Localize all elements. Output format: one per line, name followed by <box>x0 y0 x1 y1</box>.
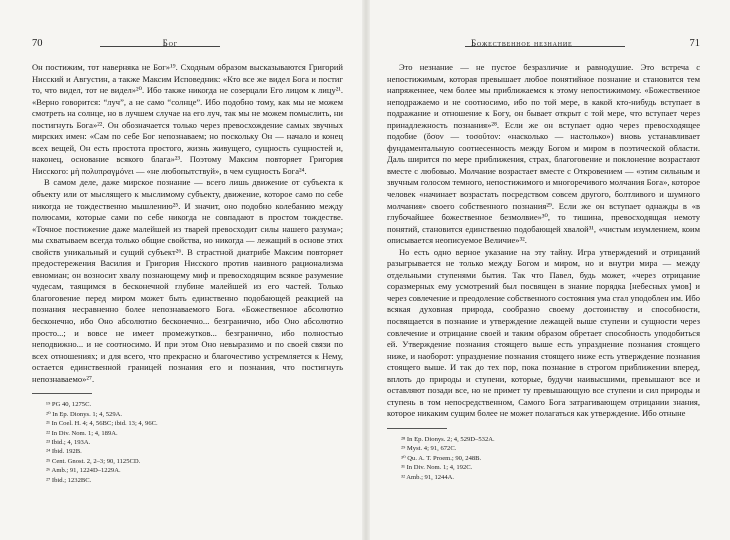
right-running-title: Божественное незнание <box>471 38 573 48</box>
footnote: ²⁵ Cent. Gnost. 2, 2–3; 90, 1125CD. <box>46 457 141 465</box>
left-footnotes <box>32 393 343 485</box>
book-gutter <box>362 0 370 540</box>
right-paragraph-2: Но есть одно верное указание на эту тайну. Игра утверждений и отрицаний разыгрывается не только между Богом и миром, но и внутри мира — между отдельными ступенями бытия. Так что Павел, будь может, «через отрицание соразмерных ему усмотрений был посвящен в знание порядка [небесных умов] и через совлечение и преодоление собственного состояния ума стал уподоблен им. Ибо всякая духовная природа, сообразно своему достоинству и способности, посвящается в познание и утверждение лежащей выше ступени и сущности через совлечение и отрицание своей и таким образом обретает способность уподобиться ей. Утверждение познания стоящего выше есть упразднение познания стоящего ниже, и наоборот: упразднение познания стоящего ниже есть утверждение познания стоящего выше. И так до тех пор, пока познание в строгом приближении вперед, вплоть до природы и ступени, которые, будучи наивысшими, превышают все и оставляют позади все, но не примет ту превышающую все ступени и сил природы и ступень в том непосредственном, Самого Бога затрагивающем отрицании знания, которое никаким сущим более не может полагаться как утверждение. Ибо отныне <box>387 246 700 419</box>
footnote: ²⁸ In Ep. Dionys. 2; 4, 529D–532A. <box>401 435 495 443</box>
left-footnote-rule <box>32 393 92 394</box>
right-page-body <box>387 62 700 420</box>
footnote: ³⁰ Qu. A. T. Proem.; 90, 248B. <box>401 454 482 462</box>
right-footnote-rule <box>387 428 447 429</box>
left-paragraph-1: Он постижим, тот наверняка не Бог»¹⁹. Сходным образом высказываются Григорий Нисский и Августин, а также Максим Исповедник: «Кто все же видел Бога и постиг то, что видел, тот не видел»²⁰. Ибо также никогда не созерцали Его лицом к лицу²¹. «Верно говорится: “луч”, а не само “солнце”. Ибо подобно тому, как мы не можем смотреть на солнце, но в лучшем случае на его луч, так мы не можем помыслить, ни постигнуть Бога»²². Он обозначается только через превосхождение самых звучных мирских имен: «Сам по себе Бог непознаваем; но поскольку Он — начало и конец всех вещей, Он есть простота простого, жизнь живущего, сущность сущностей и, наконец, основание всякого блага»²³. Поэтому Максим повторяет Григория Нисского: μὴ πολυπραγμόνει — «не любопытствуй», в чем сущность Бога²⁴. <box>32 62 343 176</box>
right-header-rule <box>465 46 625 47</box>
footnote: ²⁰ In Ep. Dionys. 1; 4, 529A. <box>46 410 123 418</box>
footnote: ²⁷ Ibid.; 1232BC. <box>46 476 92 484</box>
footnote: ³² Amb.; 91, 1244A. <box>401 473 455 481</box>
footnote: ²⁶ Amb.; 91, 1224D–1229A. <box>46 467 121 475</box>
footnote: ²⁹ Myst. 4; 91, 672C. <box>401 445 457 453</box>
right-page <box>365 0 730 540</box>
footnote: ²¹ In Coel. H. 4; 4, 56BC; ibid. 13; 4, 96C. <box>46 420 158 428</box>
left-header-rule <box>100 46 220 47</box>
footnote: ²² In Div. Nom. 1; 4, 189A. <box>46 429 118 437</box>
footnote: ²³ Ibid.; 4, 193A. <box>46 438 91 446</box>
footnote: ¹⁹ PG 40, 1275C. <box>46 401 92 409</box>
left-page-number: 70 <box>32 38 43 49</box>
footnote: ³¹ In Div. Nom. 1; 4, 192C. <box>401 464 473 472</box>
left-page-header <box>32 38 343 52</box>
left-page-body <box>32 62 343 385</box>
right-page-number: 71 <box>689 38 700 49</box>
footnote: ²⁴ Ibid. 192B. <box>46 448 82 456</box>
left-running-title: Бог <box>162 38 178 48</box>
right-footnotes <box>387 428 700 482</box>
right-paragraph-1: Это незнание — не пустое безразличие и равнодушие. Это встреча с непостижимым, которая превышает любое понятийное познание и становится тем напряженнее, чем более мы приближаемся к этому непостижимому. «Божественное неподражаемо и не соотносимо, ибо по той мере, в какой кто-нибудь вступает в подражание и отношение к Богу, он бывает открыт с той мере, что вступает через принадлежность познания»²⁸. Если же он вступает одно через превосходящее подобие (ὅσον — τοσοῦτον: «насколько — настолько») вновь устанавливает фундаментальную соотнесенность между Богом и миром в поэтической области. Даль ширится по мере приближения, страх, благоговение и поклонение возрастают вместе с любовью. Молчание возрастает вместе с Откровением — «этим сильным и звучным голосом темного, непостижимого и многоречивого молчания Бога», которое человек «начинает возрастать посредством совсем другого, болтливого и шумного молчания» своего собственного познания²⁹. Если же он вступает однажды в «в глубочайшее божественное безмолвие»³⁰, то тишина, превосходящая немоту понятий, становится единственно подобающей хвалой³¹, «чистым изумлением, коим описывается неописуемое Величие»³². <box>387 62 700 246</box>
right-page-header <box>387 38 700 52</box>
left-paragraph-2: В самом деле, даже мирское познание — всего лишь движение от субъекта к объекту или от мыслящего к мыслимому субъекту, движение, которое само по себе никогда не тождественно мышлению²⁵. И значит, оно подобно колебанию между полюсами, которые сами по себе никогда не совпадают в простом тождестве. «Точное постижение даже малейшей из тварей превосходит силы нашего разума»; мы схватываем всегда только общие свойства, но никогда — лежащий в основе этих свойств уникальный и сущий субъект²⁶. В страстной диатрибе Максим повторяет предостережения Василия и Григория Нисского против наивного рационализма евномиан; он возносит хвалу познающему миф и превосходящим всякое разумение чудесам, таящимся в бесконечной глубине малейшей из его частей. Только благоговение перед миром может быть единственно подобающей реакцией на познания несравненно более непознаваемого Бога. «Божественное абсолютно бесконечно, ибо Оно абсолютно бесконечно... безгранично, ибо Оно абсолютно просто...; и вовсе не имеет промежутков... безгранично, ибо полностью неподвижно... и не соотносимо. И при этом Оно невыразимо и по своей связи по всех отношениях; и для всего, что прекрасно и благочестиво устремляется к Нему, остается единственной границей познания его и познания, что постигнуть непознаваемо»²⁷. <box>32 177 343 384</box>
